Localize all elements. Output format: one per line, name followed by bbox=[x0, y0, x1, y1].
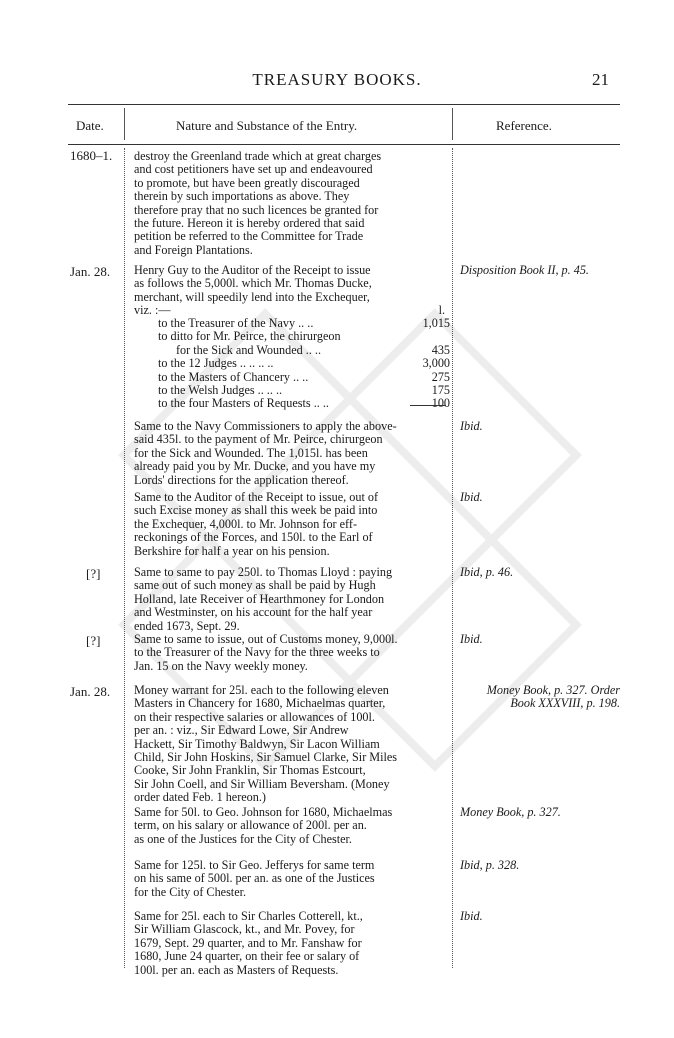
entry-line: Henry Guy to the Auditor of the Receipt to issue bbox=[134, 263, 371, 277]
entry-text bbox=[134, 684, 451, 805]
payment-list bbox=[158, 317, 450, 411]
entry-line: Same to the Navy Commissioners to apply the above- bbox=[134, 419, 397, 433]
entry-line: Berkshire for half a year on his pension. bbox=[134, 543, 330, 558]
payment-item bbox=[158, 384, 450, 397]
entry-line: Sir William Glascock, kt., and Mr. Povey, for bbox=[134, 922, 355, 937]
column-divider bbox=[452, 108, 453, 140]
entry-line: Same for 50l. to Geo. Johnson for 1680, Michaelmas bbox=[134, 805, 393, 819]
entry-line: Jan. 15 on the Navy weekly money. bbox=[134, 658, 308, 673]
entry-text bbox=[134, 806, 451, 846]
entry-reference bbox=[460, 566, 620, 579]
entry-line: 1679, Sept. 29 quarter, and to Mr. Fanshaw for bbox=[134, 935, 362, 950]
entry-line: term, on his salary or allowance of 200l. per an. bbox=[134, 818, 367, 833]
entry-date: Jan. 28. bbox=[70, 264, 111, 279]
running-title: TREASURY BOOKS. bbox=[252, 70, 422, 89]
entry-line: petition be referred to the Committee for Trade bbox=[134, 229, 364, 244]
entry-text bbox=[134, 633, 451, 673]
payment-label: to the 12 Judges .. .. .. .. bbox=[158, 356, 274, 371]
entry-reference bbox=[460, 633, 620, 646]
entry-line: Same to same to pay 250l. to Thomas Lloyd : paying bbox=[134, 565, 393, 579]
payment-label: for the Sick and Wounded .. .. bbox=[176, 342, 322, 357]
page-number: 21 bbox=[592, 70, 609, 89]
reference-text: Ibid, p. 46. bbox=[460, 565, 514, 579]
entry-line: and Westminster, on his account for the half year bbox=[134, 605, 373, 620]
entry-line: to promote, but have been greatly discouraged bbox=[134, 175, 360, 190]
entry-line: as follows the 5,000l. which Mr. Thomas Ducke, bbox=[134, 276, 372, 291]
entry-line: on their respective salaries or allowances of 100l. bbox=[134, 709, 375, 724]
entry-line: Sir John Coell, and Sir William Beversham. (Money bbox=[134, 776, 390, 791]
entry-line: Same for 125l. to Sir Geo. Jefferys for same term bbox=[134, 858, 375, 872]
payment-label: to the Welsh Judges .. .. .. bbox=[158, 382, 283, 397]
currency-head: l. bbox=[438, 303, 445, 318]
entry-line: therein by such importations as above. They bbox=[134, 189, 350, 204]
top-rule bbox=[68, 104, 620, 105]
reference-text: Ibid, p. 328. bbox=[460, 858, 520, 872]
reference-text: Ibid. bbox=[460, 490, 483, 504]
entry-date: [?] bbox=[86, 633, 101, 648]
payment-label: to the four Masters of Requests .. .. bbox=[158, 396, 329, 411]
entry-reference bbox=[460, 264, 620, 277]
entry-line: as one of the Justices for the City of Chester. bbox=[134, 831, 352, 846]
entry-line: destroy the Greenland trade which at great charges bbox=[134, 149, 382, 163]
payment-amount: 100 bbox=[431, 396, 450, 411]
entry-line: same out of such money as shall be paid by Hugh bbox=[134, 578, 376, 593]
payment-item bbox=[158, 397, 450, 410]
entry-line: and Foreign Plantations. bbox=[134, 242, 253, 257]
payment-amount: 435 bbox=[431, 342, 450, 357]
entry-line: Hackett, Sir Timothy Baldwyn, Sir Lacon William bbox=[134, 736, 380, 751]
entry-line-text: viz. :— bbox=[134, 303, 171, 318]
entry-line: the future. Hereon it is hereby ordered that said bbox=[134, 216, 365, 231]
payment-item bbox=[158, 357, 450, 370]
payment-item bbox=[158, 330, 450, 343]
entry-text bbox=[134, 264, 451, 318]
entry-reference bbox=[460, 910, 620, 923]
entry-line: Holland, late Receiver of Hearthmoney for London bbox=[134, 591, 385, 606]
payment-label: to the Masters of Chancery .. .. bbox=[158, 369, 309, 384]
payment-amount: 175 bbox=[431, 382, 450, 397]
entry-line: per an. : viz., Sir Edward Lowe, Sir Andrew bbox=[134, 723, 349, 738]
entry-line: Same for 25l. each to Sir Charles Cotterell, kt., bbox=[134, 909, 363, 923]
reference-text: Ibid. bbox=[460, 632, 483, 646]
payment-amount: 275 bbox=[431, 369, 450, 384]
reference-text: Ibid. bbox=[460, 909, 483, 923]
entry-reference bbox=[460, 806, 620, 819]
entry-text bbox=[134, 420, 451, 487]
payment-label: to the Treasurer of the Navy .. .. bbox=[158, 316, 314, 330]
entry-line: Same to same to issue, out of Customs money, 9,000l. bbox=[134, 632, 398, 646]
entry-reference bbox=[460, 684, 620, 711]
payment-item bbox=[158, 344, 450, 357]
entry-line: such Excise money as shall this week be paid into bbox=[134, 503, 378, 518]
payment-label: to ditto for Mr. Peirce, the chirurgeon bbox=[158, 329, 341, 344]
entry-text bbox=[134, 910, 451, 977]
entry-line: 100l. per an. each as Masters of Requests. bbox=[134, 962, 339, 977]
entry-line: on his same of 500l. per an. as one of the Justices bbox=[134, 871, 375, 886]
column-header-reference: Reference. bbox=[496, 118, 552, 133]
column-divider bbox=[124, 148, 125, 968]
reference-text: Money Book, p. 327. bbox=[460, 805, 561, 819]
entry-line: Same to the Auditor of the Receipt to issue, out of bbox=[134, 490, 379, 504]
entry-line: already paid you by Mr. Ducke, and you have my bbox=[134, 459, 376, 474]
entry-line: merchant, will speedily lend into the Exchequer, bbox=[134, 289, 370, 304]
entry-line: Money warrant for 25l. each to the following eleven bbox=[134, 683, 389, 697]
column-divider bbox=[124, 108, 125, 140]
reference-line: Book XXXVIII, p. 198. bbox=[510, 696, 620, 711]
payment-amount: 3,000 bbox=[422, 356, 450, 371]
entry-line: and cost petitioners have set up and endeavoured bbox=[134, 162, 373, 177]
reference-line: Money Book, p. 327. Order bbox=[486, 683, 620, 697]
entry-reference bbox=[460, 491, 620, 504]
entry-line: to the Treasurer of the Navy for the three weeks to bbox=[134, 645, 380, 660]
entry-line: order dated Feb. 1 hereon.) bbox=[134, 790, 266, 805]
entry-date: 1680–1. bbox=[70, 148, 113, 163]
entry-date: [?] bbox=[86, 566, 101, 581]
entry-line: ended 1673, Sept. 29. bbox=[134, 618, 240, 633]
reference-text: Ibid. bbox=[460, 419, 483, 433]
column-header-date: Date. bbox=[76, 118, 104, 133]
entry-line: 1680, June 24 quarter, on their fee or salary of bbox=[134, 949, 360, 964]
payment-item bbox=[158, 371, 450, 384]
header-rule bbox=[68, 144, 620, 145]
payment-item bbox=[158, 317, 450, 330]
entry-line: for the Sick and Wounded. The 1,015l. has been bbox=[134, 445, 368, 460]
entry-line: reckonings of the Forces, and 150l. to the Earl of bbox=[134, 530, 373, 545]
entry-text bbox=[134, 566, 451, 633]
entry-line: therefore pray that no such licences be granted for bbox=[134, 202, 379, 217]
sum-rule bbox=[410, 405, 446, 406]
column-divider bbox=[452, 148, 453, 968]
entry-line: the Exchequer, 4,000l. to Mr. Johnson for eff- bbox=[134, 516, 358, 531]
entry-line: Lords' directions for the application thereof. bbox=[134, 472, 349, 487]
entry-line: for the City of Chester. bbox=[134, 884, 247, 899]
entry-text bbox=[134, 859, 451, 899]
entry-reference bbox=[460, 420, 620, 433]
entry-line: Child, Sir John Hoskins, Sir Samuel Clarke, Sir Miles bbox=[134, 750, 398, 765]
entry-text bbox=[134, 150, 451, 257]
entry-text bbox=[134, 491, 451, 558]
entry-line: said 435l. to the payment of Mr. Peirce, chirurgeon bbox=[134, 432, 383, 447]
entry-reference bbox=[460, 859, 620, 872]
entry-line: Cooke, Sir John Franklin, Sir Thomas Estcourt, bbox=[134, 763, 366, 778]
column-header-nature: Nature and Substance of the Entry. bbox=[176, 118, 358, 133]
reference-text: Disposition Book II, p. 45. bbox=[460, 263, 589, 277]
payment-amount: 1,015 bbox=[422, 316, 450, 330]
entry-line: Masters in Chancery for 1680, Michaelmas quarter, bbox=[134, 696, 386, 711]
entry-date: Jan. 28. bbox=[70, 684, 111, 699]
